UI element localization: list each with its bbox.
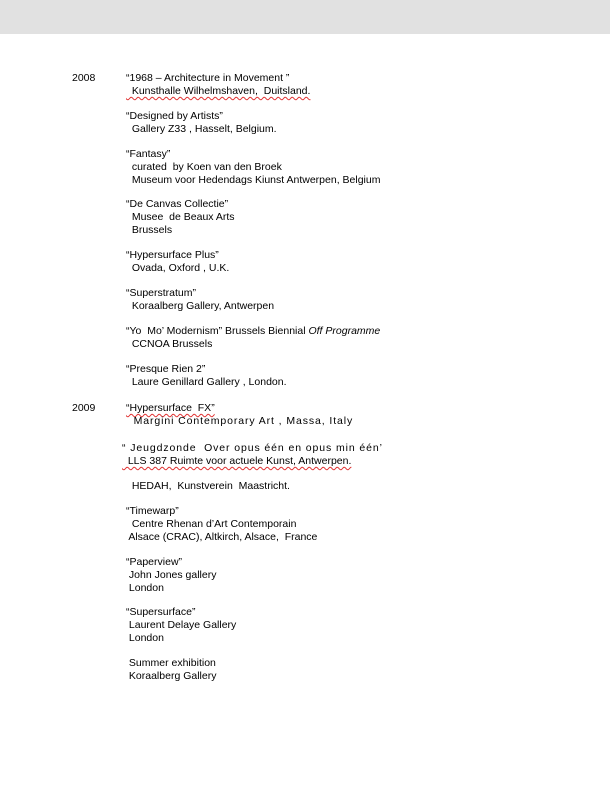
- exhibition-title-programme: Off Programme: [308, 325, 381, 337]
- exhibition-title: “Fantasy”: [126, 148, 171, 160]
- exhibition-venue: HEDAH, Kunstverein Maastricht.: [126, 480, 290, 492]
- exhibition-title: [126, 325, 566, 338]
- exhibition-title: “Hypersurface Plus”: [126, 249, 219, 261]
- exhibition-venue: Musee de Beaux Arts: [126, 211, 235, 223]
- exhibition-venue: Ovada, Oxford , U.K.: [126, 262, 230, 274]
- exhibition-venue: Koraalberg Gallery, Antwerpen: [126, 300, 275, 312]
- year-heading-2008: 2008: [72, 72, 96, 84]
- exhibition-entry: [126, 198, 566, 237]
- exhibition-venue: Gallery Z33 , Hasselt, Belgium.: [126, 123, 277, 135]
- exhibition-city: Alsace (CRAC), Altkirch, Alsace, France: [126, 531, 318, 543]
- exhibition-venue: John Jones gallery: [126, 569, 217, 581]
- exhibition-entry: [126, 249, 566, 275]
- exhibition-city: Brussels: [126, 224, 173, 236]
- exhibition-curator: curated by Koen van den Broek: [126, 161, 282, 173]
- exhibition-title: “Hypersurface FX”: [126, 402, 215, 414]
- exhibition-venue: Koraalberg Gallery: [126, 670, 217, 682]
- exhibition-venue: Museum voor Hedendags Kiunst Antwerpen, Belgium: [126, 174, 381, 186]
- exhibition-venue: CCNOA Brussels: [126, 338, 213, 350]
- exhibition-title: “Supersurface”: [126, 606, 196, 618]
- exhibition-title: “Timewarp”: [126, 505, 179, 517]
- exhibition-city: London: [126, 632, 164, 644]
- exhibition-city: London: [126, 582, 164, 594]
- exhibition-entry: [126, 363, 566, 389]
- exhibition-title: “ Jeugdzonde Over opus één en opus min één’: [122, 442, 383, 454]
- exhibition-entry: [126, 480, 566, 493]
- exhibition-title: Summer exhibition: [126, 657, 216, 669]
- document-page: [0, 34, 610, 790]
- exhibition-title: “Presque Rien 2”: [126, 363, 206, 375]
- exhibition-title: “Designed by Artists”: [126, 110, 223, 122]
- exhibition-venue: Centre Rhenan d’Art Contemporain: [126, 518, 297, 530]
- exhibition-entry: [126, 402, 566, 428]
- exhibition-venue: Laure Genillard Gallery , London.: [126, 376, 287, 388]
- exhibition-title: “Superstratum”: [126, 287, 197, 299]
- exhibition-entry: [126, 148, 566, 187]
- exhibition-entry: [122, 442, 562, 468]
- exhibition-title: “De Canvas Collectie”: [126, 198, 229, 210]
- window-top-bar: [0, 0, 610, 34]
- exhibition-venue: Kunsthalle Wilhelmshaven, Duitsland.: [126, 85, 311, 97]
- exhibition-entry: [126, 287, 566, 313]
- exhibition-entry: [126, 606, 566, 645]
- exhibition-entry: [126, 325, 566, 351]
- exhibition-venue: Margini Contemporary Art , Massa, Italy: [126, 415, 354, 427]
- exhibition-entry: [126, 110, 566, 136]
- exhibition-entry: [126, 505, 566, 544]
- exhibition-entry: [126, 657, 566, 683]
- year-heading-2009: 2009: [72, 402, 96, 414]
- exhibition-title: “Paperview”: [126, 556, 183, 568]
- exhibition-venue: Laurent Delaye Gallery: [126, 619, 237, 631]
- exhibition-venue: LLS 387 Ruimte voor actuele Kunst, Antwerpen.: [122, 455, 352, 467]
- exhibition-entry: [126, 72, 566, 98]
- exhibition-title-main: “Yo Mo’ Modernism” Brussels Biennial: [126, 325, 309, 337]
- exhibition-entry: [126, 556, 566, 595]
- exhibition-title: “1968 – Architecture in Movement ”: [126, 72, 290, 84]
